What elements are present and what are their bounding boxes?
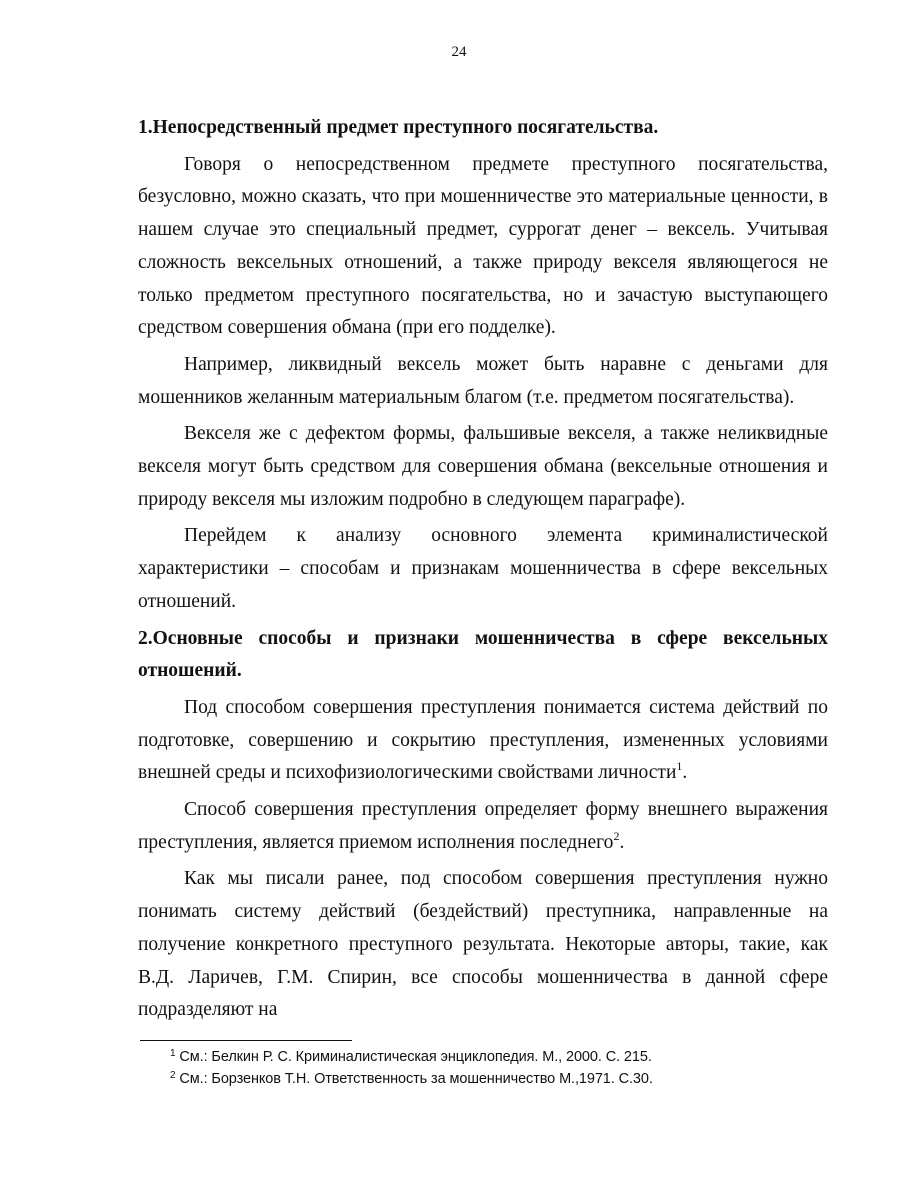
paragraph-1: Говоря о непосредственном предмете преступного посягательства, безусловно, можно сказать, что при мошенничестве это материальные ценности, в нашем случае это специальный предмет, суррогат денег – вексель. Учитывая сложность вексельных отношений, а также природу векселя являющегося не только предметом преступного посягательства, но и зачастую выступающего средством совершения обмана (при его подделке). (138, 153, 828, 339)
footnote-1 (170, 1046, 830, 1068)
paragraph-4: Перейдем к анализу основного элемента криминалистической характеристики – способам и признакам мошенничества в сфере вексельных отношений. (138, 525, 828, 612)
footnote-1-text: См.: Белкин Р. С. Криминалистическая энциклопедия. М., 2000. С. 215. (175, 1049, 652, 1065)
paragraph-2: Например, ликвидный вексель может быть наравне с деньгами для мошенников желанным материальным благом (т.е. предметом посягательства). (138, 353, 828, 408)
paragraph-7: Как мы писали ранее, под способом совершения преступления нужно понимать систему действий (бездействий) преступника, направленные на получение конкретного преступного результата. Некоторые авторы, такие, как В.Д. Ларичев, Г.М. Спирин, все способы мошенничества в данной сфере подразделяют на (138, 868, 828, 1021)
section-heading-2: 2.Основные способы и признаки мошенничества в сфере вексельных отношений. (138, 627, 828, 682)
paragraph-3: Векселя же с дефектом формы, фальшивые векселя, а также неликвидные векселя могут быть средством для совершения обмана (вексельные отношения и природу векселя мы изложим подробно в следующем параграфе). (138, 423, 828, 510)
footnote-mark-1: 1 (170, 1048, 176, 1059)
footnotes (170, 1046, 830, 1090)
paragraph-6-text: Способ совершения преступления определяет форму внешнего выражения преступления, является приемом исполнения последнего (138, 799, 828, 853)
paragraph-6-end: . (619, 831, 625, 853)
footnote-mark-2: 2 (170, 1070, 176, 1081)
paragraph-5 (138, 692, 828, 790)
paragraph-6 (138, 794, 828, 859)
section-heading-1: 1.Непосредственный предмет преступного посягательства. (138, 117, 659, 138)
paragraph-5-end: . (682, 762, 688, 784)
footnote-ref-2[interactable]: 2 (613, 828, 620, 843)
page-number: 24 (451, 44, 467, 60)
paragraph-5-text: Под способом совершения преступления понимается система действий по подготовке, совершению и сокрытию преступления, измененных условиями внешней среды и психофизиологическими свойствами личности (138, 696, 828, 784)
footnote-divider (140, 1040, 352, 1041)
footnote-2-text: См.: Борзенков Т.Н. Ответственность за мошенничество М.,1971. С.30. (175, 1071, 653, 1087)
main-text (138, 112, 828, 1031)
footnote-2 (170, 1068, 830, 1090)
footnote-ref-1[interactable]: 1 (676, 759, 683, 774)
